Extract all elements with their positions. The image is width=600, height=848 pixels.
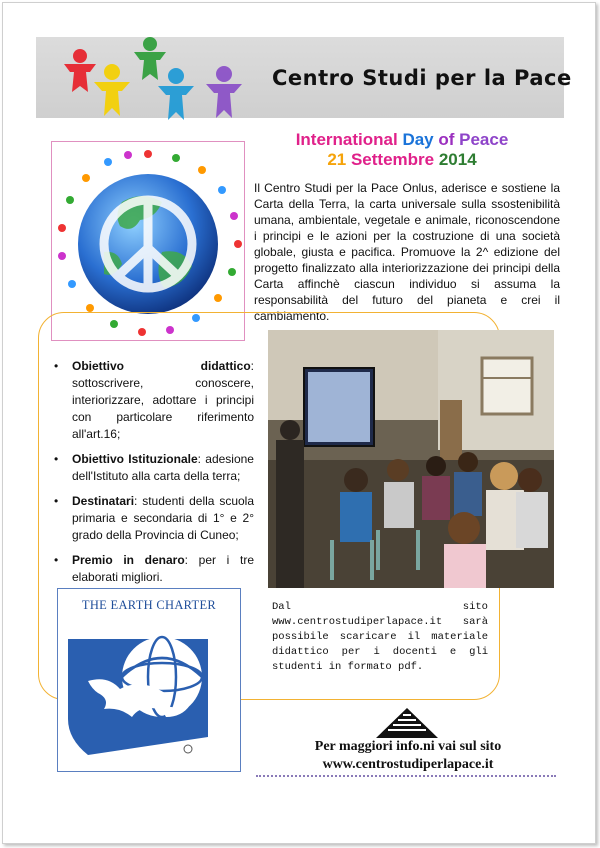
list-item-label: Obiettivo didattico	[72, 359, 251, 373]
list-item-text: : adesione dell'Istituto alla carta della terra;	[72, 452, 254, 483]
intro-paragraph	[254, 180, 560, 324]
list-item	[52, 451, 254, 485]
title-word-4: Peace	[459, 130, 509, 149]
dotted-divider	[256, 775, 556, 777]
list-item	[52, 493, 254, 544]
contact-website-link[interactable]: www.centrostudiperlapace.it	[322, 757, 494, 772]
event-date	[252, 150, 552, 170]
list-item-text: : sottoscrivere, conoscere, interiorizzare, adottare i principi con particolare riferimento all'art.16;	[72, 359, 254, 441]
banner-title: Centro Studi per la Pace	[272, 66, 572, 90]
intro-org-name: Il Centro Studi per la Pace Onlus	[254, 181, 434, 195]
earth-charter-emblem	[58, 619, 240, 769]
list-item-label: Obiettivo Istituzionale	[72, 452, 198, 466]
list-item	[52, 358, 254, 443]
date-month: Settembre	[350, 150, 435, 169]
earth-charter-logo	[57, 588, 241, 772]
download-info: Dal sito www.centrostudiperlapace.it sarà possibile scaricare il materiale didattico per i docenti e gli studenti in formato pdf.	[272, 601, 488, 673]
date-year: 2014	[438, 150, 477, 169]
list-item-label: Destinatari	[72, 494, 135, 508]
list-item-text: : studenti della scuola primaria e secondaria di 1° e 2° grado della Provincia di Cuneo;	[72, 494, 254, 542]
bullet-dot-icon: •	[54, 553, 59, 567]
list-item-label: Premio in denaro	[72, 553, 185, 567]
intro-text: , aderisce e sostiene la Carta della Terra, la carta universale sulla ssostenibilità umana, ambientale, vegetale e animale, riconoscendone i principi e le azioni per la costruzione di una società globale, giusta e pacifica. Promuove la 2^ edizione del progetto finalizzato alla interiorizzazione dei principi della Carta affinchè ciascun individuo si assuma la responsabilità del futuro del pianeta e crei il cambiamento.	[254, 181, 560, 323]
title-word-3: of	[438, 130, 455, 149]
classroom-photo	[268, 330, 554, 588]
globe-image-frame	[51, 141, 245, 341]
bullet-dot-icon: •	[54, 359, 59, 373]
date-day: 21	[327, 150, 347, 169]
mountain-logo-icon	[376, 706, 438, 740]
globe-peace-illustration	[52, 142, 244, 340]
contact-line-1: Per maggiori info.ni vai sul sito	[314, 739, 502, 754]
earth-charter-title: THE EARTH CHARTER	[81, 598, 217, 612]
contact-info	[258, 738, 558, 774]
bullet-dot-icon: •	[54, 494, 59, 508]
event-title	[252, 130, 552, 150]
list-item-text: : per i tre elaborati migliori.	[72, 553, 254, 584]
children-figures-logo	[50, 34, 270, 124]
classroom-photo-illustration	[268, 330, 554, 588]
title-word-1: International	[295, 130, 398, 149]
title-word-2: Day	[402, 130, 434, 149]
project-details-list	[52, 358, 254, 594]
bullet-dot-icon: •	[54, 452, 59, 466]
list-item	[52, 552, 254, 586]
